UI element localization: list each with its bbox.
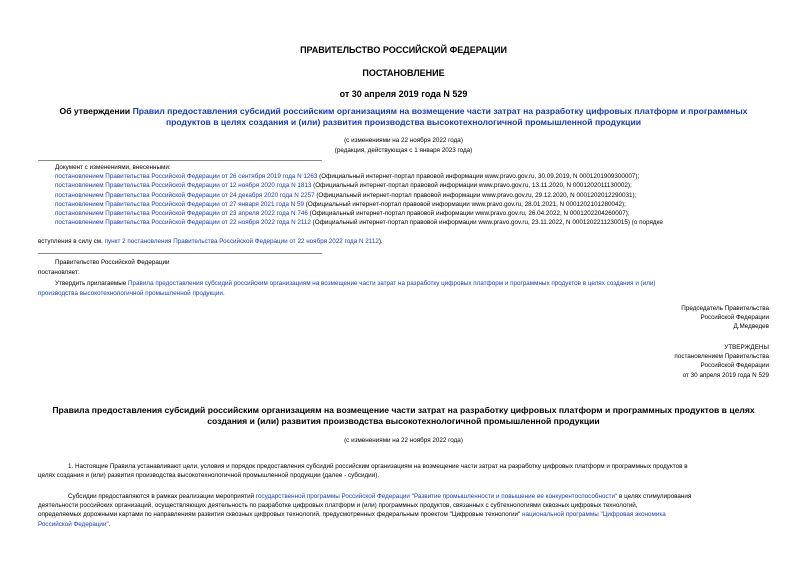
amendment-item: постановлением Правительства Российской Федерации от 23 апреля 2022 года N 746 (Официальный интернет-портал правовой информации www.pravo.gov.ru, 26.04.2022, N 0001202204260007); [55, 210, 630, 218]
amendment-item: постановлением Правительства Российской Федерации от 24 декабря 2020 года N 2257 (Официальный интернет-портал правовой информации www.pravo.gov.ru, 29.12.2020, N 0001202012290031); [55, 191, 637, 199]
signature-name: Д.Медведев [733, 323, 769, 331]
edition-note: (редакция, действующая с 1 января 2023 года) [334, 147, 473, 154]
changes-note: (с изменениями на 22 ноября 2022 года) [344, 137, 463, 144]
approve-rules-link[interactable]: Правила предоставления субсидий российским организациям на возмещение части затрат на разработку цифровых платформ и программных продуктов в целях создания и (или) [128, 280, 656, 287]
decree-line1: Правительство Российской Федерации [55, 259, 170, 266]
entry-into-force-link[interactable]: пункт 2 постановления Правительства Российской Федерации от 22 ноября 2022 года N 2112 [104, 238, 379, 245]
amendments-block [55, 163, 775, 227]
separator-line [38, 160, 322, 161]
approval-block [469, 343, 769, 380]
amendment-item: постановлением Правительства Российской Федерации от 12 ноября 2020 года N 1813 (Официальный интернет-портал правовой информации www.pravo.gov.ru, 13.11.2020, N 0001202011130002); [55, 182, 632, 190]
amendments-last-line: вступления в силу см. пункт 2 постановления Правительства Российской Федерации от 22 ноября 2022 года N 2112). [38, 238, 383, 245]
doc-title [0, 106, 807, 128]
state-program-link[interactable]: государственной программы Российской Федерации "Развитие промышленности и повышение ее конкурентоспособности" [255, 493, 618, 500]
approval-l3: Российской Федерации [700, 362, 769, 370]
doc-title-prefix: Об утверждении [59, 106, 133, 116]
approval-l2: постановлением Правительства [674, 353, 769, 361]
doc-date-heading: от 30 апреля 2019 года N 529 [339, 89, 468, 99]
national-program-link[interactable]: национальной программы "Цифровая экономика [522, 511, 666, 519]
amendment-item: постановлением Правительства Российской Федерации от 27 января 2021 года N 59 (Официальный интернет-портал правовой информации www.pravo.gov.ru, 28.01.2021, N 0001202101280042); [55, 200, 626, 208]
p2-line4: Российской Федерации". [38, 520, 111, 528]
doc-title-link[interactable]: Правил предоставления субсидий российским организациям на возмещение части затрат на разработку цифровых платформ и программных [132, 106, 748, 116]
p1-line1: 1. Настоящие Правила устанавливают цели, условия и порядок предоставления субсидий российским организациям на возмещение части затрат на разработку цифровых платформ и программных продуктов в [68, 463, 688, 470]
p2-line2: деятельности российских организаций, осуществляющих деятельность по разработке цифровых платформ и (или) программных продуктов, связанных с субтехнологиями сквозных цифровых технологий, [38, 502, 638, 510]
signature-role-2: Российской Федерации [700, 314, 769, 322]
p2-line1: Субсидии предоставляются в рамках реализации мероприятий государственной программы Российской Федерации "Развитие промышленности и повышение ее конкурентоспособности" в целях стимулирования [68, 493, 692, 500]
amendments-intro: Документ с изменениями, внесенными: [55, 164, 171, 171]
decree-line2: постановляет: [38, 269, 80, 276]
rules-paragraph-1 [38, 462, 771, 480]
p1-line2: целях создания и (или) развития производства высокотехнологичной промышленной продукции (далее - субсидии). [38, 472, 380, 480]
rules-paragraph-2 [38, 492, 771, 529]
doc-title-link-line2[interactable]: продуктов в целях создания и (или) развития производства высокотехнологичной промышленной продукции [165, 117, 642, 127]
approval-l4: от 30 апреля 2019 года N 529 [682, 371, 769, 379]
government-heading: ПРАВИТЕЛЬСТВО РОССИЙСКОЙ ФЕДЕРАЦИИ [300, 45, 507, 55]
doc-type-heading: ПОСТАНОВЛЕНИЕ [362, 68, 445, 78]
amendment-item: постановлением Правительства Российской Федерации от 26 сентября 2019 года N 1263 (Официальный интернет-портал правовой информации www.pravo.gov.ru, 30.09.2019, N 0001201909300007); [55, 173, 640, 181]
rules-title [0, 405, 807, 427]
amendment-item: постановлением Правительства Российской Федерации от 22 ноября 2022 года N 2112 (Официальный интернет-портал правовой информации www.pravo.gov.ru, 23.11.2022, N 0001202211230015) (о порядке [55, 219, 663, 227]
rules-title-line1: Правила предоставления субсидий российским организациям на возмещение части затрат на разработку цифровых платформ и программных продуктов в целях [52, 405, 755, 415]
approve-paragraph-line2: производства высокотехнологичной промышленной продукции. [38, 290, 225, 297]
approval-l1: УТВЕРЖДЕНЫ [724, 344, 769, 351]
approve-paragraph: Утвердить прилагаемые Правила предоставления субсидий российским организациям на возмещение части затрат на разработку цифровых платформ и программных продуктов в целях создания и (или) [55, 280, 656, 287]
signature-block [469, 304, 769, 332]
separator-line [38, 253, 322, 254]
p2-line3: определяемых дорожными картами по направлениям развития сквозных цифровых технологий, предусмотренных федеральным проектом "Цифровые технологии" национальной программы "Цифровая экономика [38, 511, 666, 519]
rules-title-line2: создания и (или) развития производства высокотехнологичной промышленной продукции [207, 416, 600, 426]
signature-role-1: Председатель Правительства [681, 305, 769, 312]
rules-changes-note: (с изменениями на 22 ноября 2022 года) [344, 437, 463, 444]
